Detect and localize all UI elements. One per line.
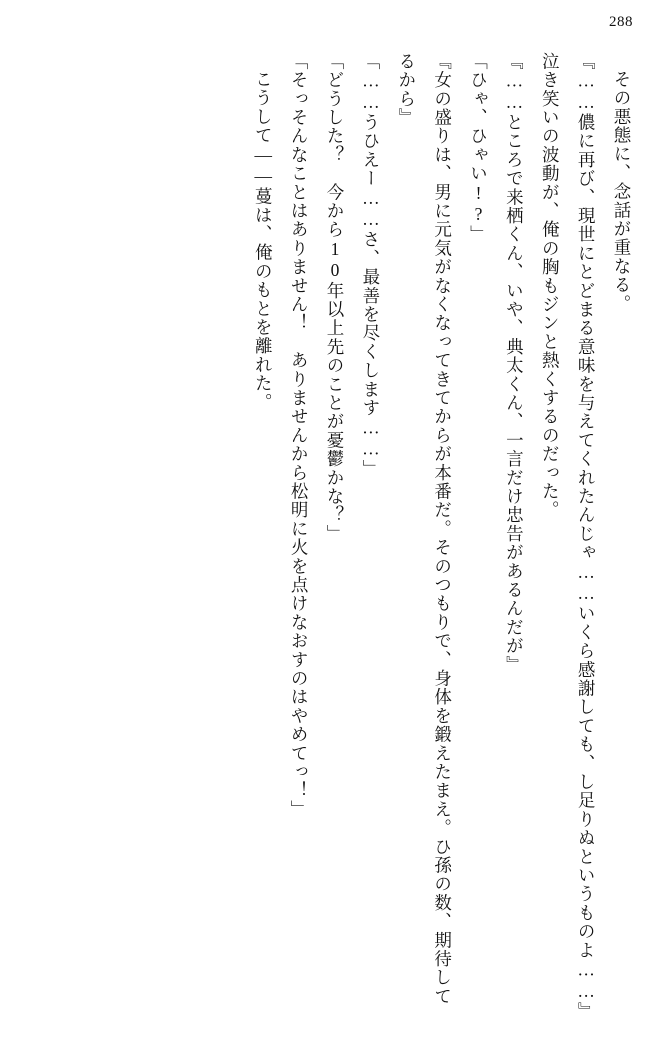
page-body-text: [30, 52, 639, 1020]
page-number: 288: [609, 14, 633, 30]
paragraph: 「そっそんなことはありません！ ありませんから松明に火を点けなおすのはやめてっ！」: [289, 52, 310, 819]
paragraph: その悪態に、念話が重なる。: [612, 69, 632, 313]
paragraph: 「ひゃ、ひゃい!?」: [468, 52, 489, 244]
paragraph: 『……ところで来栖くん、いや、典太くん、一言だけ忠告があるんだが』: [504, 52, 525, 675]
paragraph: こうして――蔓は、俺のもとを離れた。: [253, 69, 274, 412]
paragraph: 『女の盛りは、男に元気がなくなってきてからが本番だ。そのつもりで、身体を鍛えたまえ。ひ孫の数、期待してるから』: [396, 52, 453, 1006]
paragraph: 「どうした？ 今から10年以上先のことが憂鬱かな？」: [325, 52, 345, 544]
paragraph: 泣き笑いの波動が、俺の胸もジンと熱くするのだった。: [540, 52, 561, 520]
paragraph: 『……儂に再び、現世にとどまる意味を与えてくれたんじゃ……いくら感謝しても、し足りぬというものよ……』: [576, 52, 597, 1021]
paragraph: 「……うひえー……さ、最善を尽くします……」: [360, 52, 381, 479]
